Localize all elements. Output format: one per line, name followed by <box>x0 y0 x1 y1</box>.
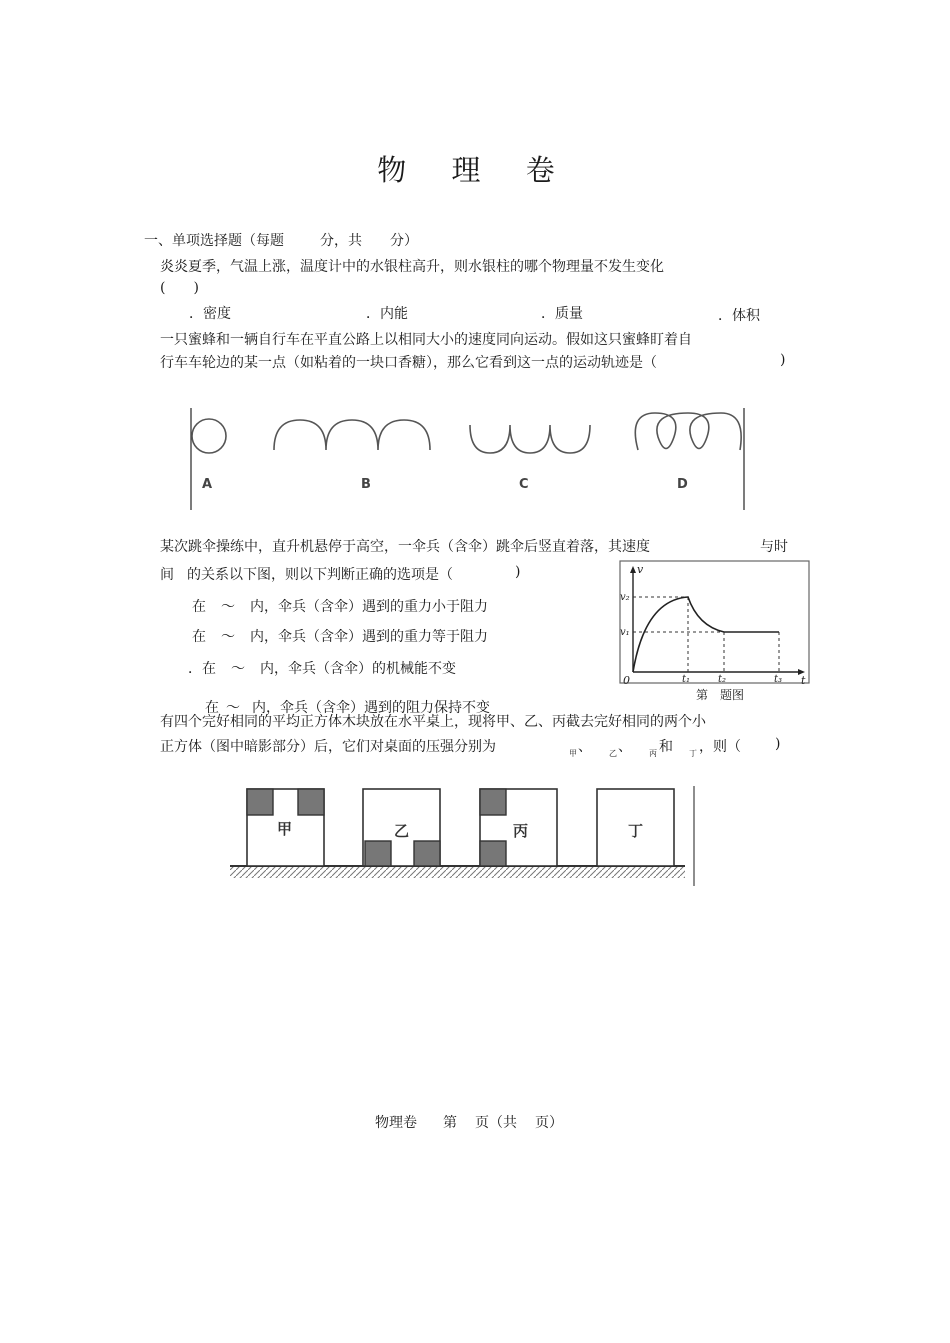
footer-page-prefix: 第 <box>443 1115 457 1131</box>
section-heading-end: 分） <box>390 233 418 249</box>
graph-axis-y-label: v <box>637 563 644 576</box>
q3-option-b <box>192 626 488 646</box>
q3-option-a-text: 内，伞兵（含伞）遇到的重力小于阻力 <box>250 599 488 615</box>
block-bing-cut-top <box>480 789 506 815</box>
q4-tail: ，则（ <box>699 739 741 755</box>
footer-page-total-prefix: 页（共 <box>475 1115 517 1131</box>
block-label-ding: 丁 <box>628 822 644 840</box>
q4-sep-2: 、 <box>618 739 632 755</box>
q3-caption-suffix: 题图 <box>720 688 745 702</box>
q3-line2-a: 间 <box>160 567 174 583</box>
graph-v2-label: v₂ <box>620 592 630 603</box>
q1-text: 炎炎夏季，气温上涨，温度计中的水银柱高升，则水银柱的哪个物理量不发生变化 <box>160 259 664 275</box>
q4-sep-1: 、 <box>578 739 592 755</box>
trajectory-c-cusps <box>470 425 590 453</box>
trajectory-label-a: A <box>202 477 213 492</box>
footer-title: 物理卷 <box>375 1115 417 1131</box>
q3-option-a-tilde: ～ <box>221 599 235 615</box>
table-hatch <box>230 866 685 878</box>
section-heading-mid: 分，共 <box>320 233 362 249</box>
graph-t3-label: t₃ <box>774 674 783 685</box>
q2-trajectory-figure <box>188 405 748 515</box>
q2-line2: 行车车轮边的某一点（如粘着的一块口香糖），那么它看到这一点的运动轨迹是（ <box>160 355 657 371</box>
q4-blocks-figure <box>230 786 700 886</box>
q4-line2: 正方体（图中暗影部分）后，它们对桌面的压强分别为 <box>160 739 496 755</box>
section-heading <box>144 230 418 250</box>
q3-caption-prefix: 第 <box>696 688 709 702</box>
q3-option-b-prefix: 在 <box>192 629 206 645</box>
trajectory-a-circle <box>192 419 226 453</box>
q2-line1: 一只蜜蜂和一辆自行车在平直公路上以相同大小的速度同向运动。假如这只蜜蜂盯着自 <box>160 332 692 348</box>
q3-option-c-prefix: ．在 <box>188 661 216 677</box>
q4-sub-yi: 乙 <box>609 749 617 758</box>
q3-figure-caption <box>696 686 744 703</box>
footer-page-total-suffix: 页） <box>535 1115 563 1131</box>
trajectory-label-c: C <box>519 477 529 492</box>
q1-option-b: ．内能 <box>366 306 408 322</box>
q3-option-a <box>192 596 488 616</box>
block-label-jia: 甲 <box>277 820 293 838</box>
q1-option-c: ．质量 <box>541 306 583 322</box>
q3-line2-end: ) <box>515 564 521 580</box>
q3-option-c <box>188 658 456 678</box>
q3-option-c-text: 内，伞兵（含伞）的机械能不变 <box>260 661 456 677</box>
graph-y-arrow <box>630 566 636 573</box>
q3-option-b-tilde: ～ <box>221 629 235 645</box>
q3-option-d-prefix: 在 <box>205 700 219 716</box>
block-jia-cut-left <box>247 789 273 815</box>
trajectory-label-b: B <box>361 477 371 492</box>
block-yi-cut-left <box>365 841 391 866</box>
graph-velocity-curve <box>633 597 779 672</box>
block-jia-cut-right <box>298 789 324 815</box>
q4-sub-bing: 丙 <box>649 749 657 758</box>
q4-sub-jia: 甲 <box>569 749 577 758</box>
q3-line2-b: 的关系以下图，则以下判断正确的选项是（ <box>187 567 453 583</box>
trajectory-b-arches <box>274 420 430 450</box>
q3-velocity-time-graph <box>619 560 811 686</box>
graph-frame <box>620 561 809 683</box>
q4-paren-close: ) <box>775 736 781 752</box>
trajectory-d-loops <box>635 413 741 450</box>
block-label-yi: 乙 <box>394 822 410 840</box>
block-bing-cut-bottom <box>480 841 506 866</box>
q3-option-a-prefix: 在 <box>192 599 206 615</box>
q2-paren-close: ) <box>780 352 786 368</box>
q4-and: 和 <box>659 739 673 755</box>
graph-t1-label: t₁ <box>682 674 691 685</box>
q4-line1: 有四个完好相同的平均正方体木块放在水平桌上，现将甲、乙、丙截去完好相同的两个小 <box>160 714 706 730</box>
q3-option-c-tilde: ～ <box>231 661 245 677</box>
q3-line1: 某次跳伞操练中，直升机悬停于高空，一伞兵（含伞）跳伞后竖直着落，其速度 <box>160 539 650 555</box>
page-title: 物 理 卷 <box>377 153 573 187</box>
graph-v1-label: v₁ <box>620 627 630 638</box>
q3-option-d-text: 内，伞兵（含伞）遇到的阻力保持不变 <box>252 700 490 716</box>
q1-paren: ( ) <box>160 280 199 296</box>
q4-sub-ding: 丁 <box>689 749 697 758</box>
q1-option-a: ．密度 <box>189 306 231 322</box>
graph-origin-label: 0 <box>623 674 630 687</box>
section-heading-start: 一、单项选择题（每题 <box>144 233 284 249</box>
q3-option-d-tilde: ～ <box>226 700 240 716</box>
graph-t2-label: t₂ <box>718 674 727 685</box>
trajectory-label-d: D <box>677 477 688 492</box>
q3-line1-end: 与时 <box>760 539 788 555</box>
graph-axis-x-label: t <box>801 674 806 687</box>
page-footer <box>375 1112 563 1132</box>
q1-option-d: ．体积 <box>718 308 760 324</box>
block-label-bing: 丙 <box>513 822 529 840</box>
q3-option-b-text: 内，伞兵（含伞）遇到的重力等于阻力 <box>250 629 488 645</box>
block-yi-cut-right <box>414 841 440 866</box>
